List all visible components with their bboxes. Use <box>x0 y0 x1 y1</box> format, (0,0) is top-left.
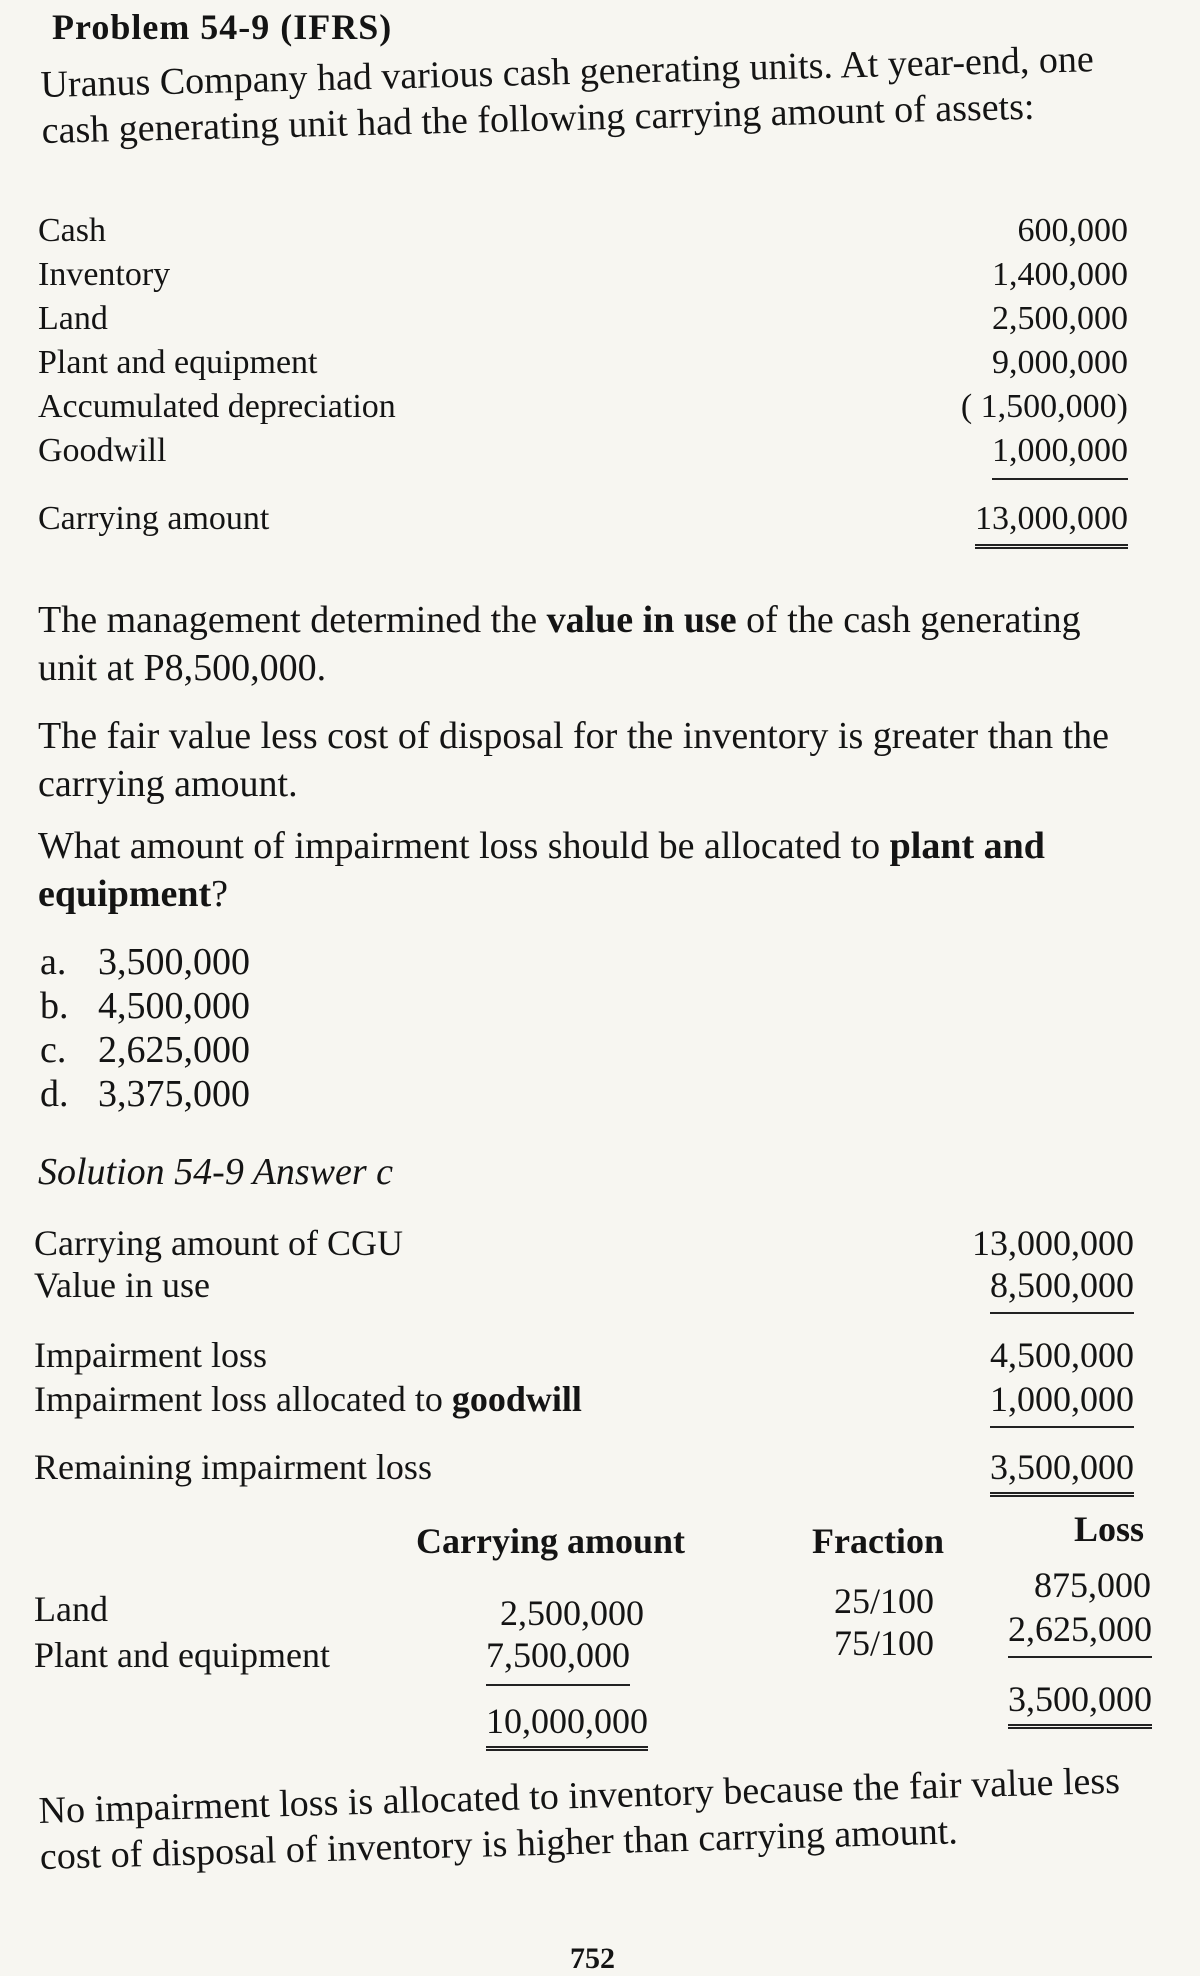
table-carrying: 7,500,000 <box>486 1634 630 1686</box>
calc-value: 3,500,000 <box>990 1446 1134 1497</box>
asset-label: Plant and equipment <box>38 344 318 381</box>
calc-label: Impairment loss <box>34 1335 267 1375</box>
asset-value: 1,000,000 <box>992 432 1128 480</box>
calc-label-text: Impairment loss allocated to <box>34 1379 452 1419</box>
option-value: 3,500,000 <box>98 941 250 983</box>
question-paragraph <box>38 822 1148 918</box>
table-total-loss: 3,500,000 <box>1008 1678 1152 1729</box>
asset-label: Inventory <box>38 256 171 293</box>
asset-value: 600,000 <box>1017 212 1128 249</box>
calc-label: Remaining impairment loss <box>34 1447 432 1487</box>
option-value: 3,375,000 <box>98 1073 250 1115</box>
option-value: 4,500,000 <box>98 985 250 1027</box>
calc-row <box>34 1378 1134 1422</box>
asset-label: Goodwill <box>38 432 167 469</box>
calc-value: 8,500,000 <box>990 1264 1134 1314</box>
page-number: 752 <box>570 1942 615 1975</box>
asset-label: Accumulated depreciation <box>38 388 396 425</box>
option-key: d. <box>40 1073 69 1115</box>
calc-value: 1,000,000 <box>990 1378 1134 1428</box>
solution-heading: Solution 54-9 Answer c <box>38 1151 394 1193</box>
asset-row <box>38 256 1128 300</box>
asset-row <box>38 300 1128 344</box>
calc-value: 4,500,000 <box>990 1335 1134 1375</box>
calc-row <box>34 1264 1134 1308</box>
asset-label: Land <box>38 300 108 337</box>
option-key: c. <box>40 1029 67 1071</box>
total-label: Carrying amount <box>38 500 270 537</box>
asset-label: Cash <box>38 212 106 249</box>
table-carrying: 2,500,000 <box>500 1593 644 1633</box>
asset-total-row <box>38 500 1128 544</box>
table-row-label: Land <box>34 1589 108 1629</box>
para-text: The management determined the <box>38 599 547 641</box>
option-value: 2,625,000 <box>98 1029 250 1071</box>
option-key: a. <box>40 941 67 983</box>
option-c <box>40 1028 250 1072</box>
calc-label-bold: goodwill <box>451 1379 582 1419</box>
table-loss: 875,000 <box>1034 1565 1151 1605</box>
conclusion-note: No impairment loss is allocated to inventory because the fair value less cost of disposal of inventory is higher than carrying amount. <box>38 1759 1121 1878</box>
asset-row <box>38 212 1128 256</box>
option-key: b. <box>40 985 69 1027</box>
col-header-loss: Loss <box>1074 1509 1145 1549</box>
option-b <box>40 984 250 1028</box>
problem-intro: Uranus Company had various cash generating units. At year-end, one cash generating unit had the following carrying amount of assets: <box>40 38 1095 152</box>
asset-value: 2,500,000 <box>992 300 1128 337</box>
total-value: 13,000,000 <box>975 500 1128 549</box>
table-fraction: 25/100 <box>834 1581 935 1621</box>
asset-row <box>38 388 1128 432</box>
col-header-carrying: Carrying amount <box>416 1521 685 1561</box>
option-a <box>40 940 250 984</box>
asset-value: ( 1,500,000) <box>960 388 1128 425</box>
para-text: of the cash generating unit at P8,500,000. <box>38 599 1081 689</box>
inventory-paragraph: The fair value less cost of disposal for the inventory is greater than the carrying amount. <box>38 715 1110 805</box>
asset-row <box>38 344 1128 388</box>
table-fraction: 75/100 <box>834 1623 935 1663</box>
value-in-use-paragraph <box>38 596 1148 692</box>
calc-value: 13,000,000 <box>972 1223 1134 1263</box>
col-header-fraction: Fraction <box>812 1521 944 1561</box>
asset-value: 9,000,000 <box>992 344 1128 381</box>
table-row-label: Plant and equipment <box>34 1635 330 1675</box>
option-d <box>40 1072 250 1116</box>
calc-label: Carrying amount of CGU <box>34 1223 403 1263</box>
calc-label: Value in use <box>34 1265 210 1305</box>
question-bold: plant and equipment <box>38 825 1045 915</box>
calc-label <box>34 1378 582 1420</box>
asset-value: 1,400,000 <box>992 256 1128 293</box>
calc-row <box>34 1222 1134 1266</box>
calc-row <box>34 1334 1134 1378</box>
para-bold: value in use <box>546 599 737 641</box>
calc-row <box>34 1446 1134 1490</box>
table-total-carrying: 10,000,000 <box>486 1700 648 1751</box>
question-text: What amount of impairment loss should be allocated to <box>38 825 890 867</box>
problem-title: Problem 54-9 (IFRS) <box>52 7 393 47</box>
answer-options <box>40 940 250 1116</box>
table-loss: 2,625,000 <box>1008 1608 1152 1658</box>
asset-row <box>38 432 1128 476</box>
question-text: ? <box>211 873 229 915</box>
